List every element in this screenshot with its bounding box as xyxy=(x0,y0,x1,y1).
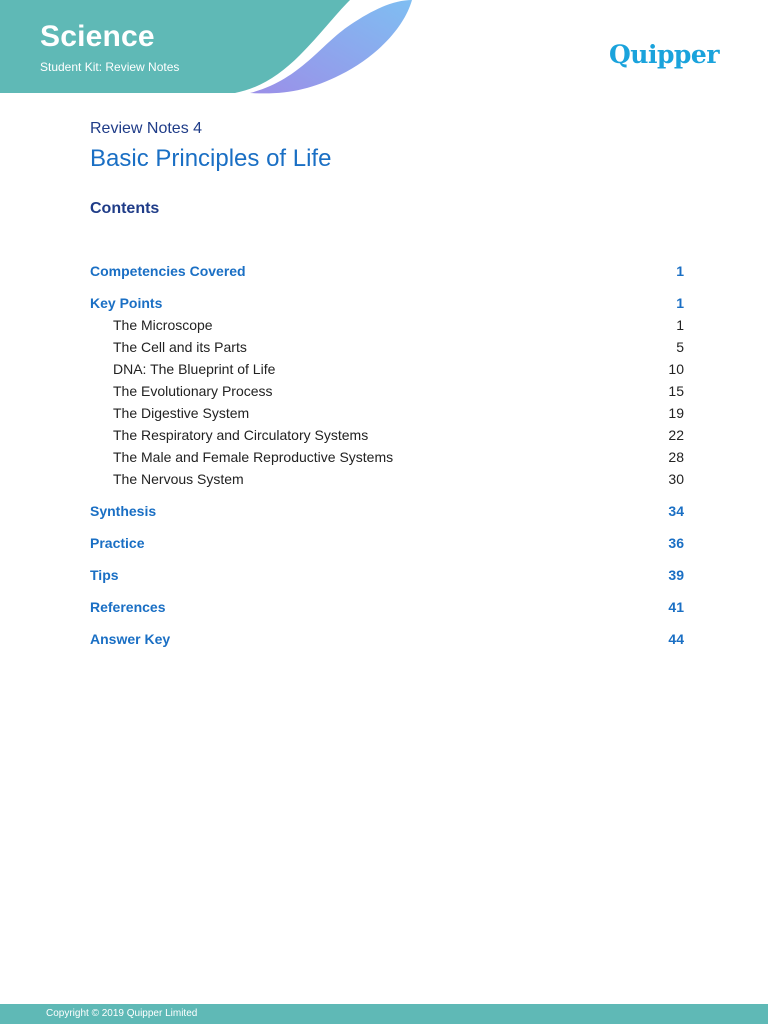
toc-entry-label: References xyxy=(90,599,166,615)
toc-entry-page: 1 xyxy=(676,295,684,311)
toc-subentry-page: 30 xyxy=(668,471,684,487)
toc-entry-page: 39 xyxy=(668,567,684,583)
toc-subentry-page: 19 xyxy=(668,405,684,421)
copyright-text: Copyright © 2019 Quipper Limited xyxy=(46,1008,198,1019)
toc-entry-practice[interactable] xyxy=(90,532,684,554)
toc-entry-tips[interactable] xyxy=(90,564,684,586)
toc-subentry-page: 5 xyxy=(676,339,684,355)
toc-subentry-page: 22 xyxy=(668,427,684,443)
toc-entry-label: Key Points xyxy=(90,295,163,311)
review-notes-label: Review Notes 4 xyxy=(90,120,203,137)
toc-subentry-label: The Evolutionary Process xyxy=(113,383,273,399)
toc-entry-page: 1 xyxy=(676,263,684,279)
toc-subentry-dna[interactable] xyxy=(90,358,684,380)
page-footer xyxy=(0,1004,768,1024)
toc-entry-competencies[interactable] xyxy=(90,260,684,282)
toc-subentry-label: The Microscope xyxy=(113,317,213,333)
toc-subentry-label: DNA: The Blueprint of Life xyxy=(113,361,276,377)
toc-subentry-respiratory[interactable] xyxy=(90,424,684,446)
toc-subentry-microscope[interactable] xyxy=(90,314,684,336)
toc-subentry-page: 15 xyxy=(668,383,684,399)
toc-entry-page: 36 xyxy=(668,535,684,551)
kit-subtitle: Student Kit: Review Notes xyxy=(40,60,180,74)
table-of-contents xyxy=(90,260,684,650)
toc-entry-references[interactable] xyxy=(90,596,684,618)
subject-title: Science xyxy=(40,20,155,53)
toc-subentry-page: 10 xyxy=(668,361,684,377)
toc-subentry-label: The Respiratory and Circulatory Systems xyxy=(113,427,369,443)
toc-subentry-cell[interactable] xyxy=(90,336,684,358)
toc-subentry-evolution[interactable] xyxy=(90,380,684,402)
toc-entry-key-points[interactable] xyxy=(90,292,684,314)
toc-entry-answer-key[interactable] xyxy=(90,628,684,650)
toc-subentry-nervous[interactable] xyxy=(90,468,684,490)
contents-heading: Contents xyxy=(90,200,160,217)
quipper-logo: Quipper xyxy=(609,40,719,69)
toc-subentry-label: The Male and Female Reproductive Systems xyxy=(113,449,394,465)
toc-entry-label: Synthesis xyxy=(90,503,157,519)
toc-entry-page: 44 xyxy=(668,631,684,647)
toc-entry-label: Tips xyxy=(90,567,119,583)
toc-entry-label: Answer Key xyxy=(90,631,171,647)
toc-entry-page: 41 xyxy=(668,599,684,615)
document-title: Basic Principles of Life xyxy=(90,145,332,172)
toc-subentry-label: The Cell and its Parts xyxy=(113,339,247,355)
toc-entry-label: Competencies Covered xyxy=(90,263,246,279)
toc-entry-label: Practice xyxy=(90,535,145,551)
toc-subentry-label: The Digestive System xyxy=(113,405,250,421)
toc-entry-synthesis[interactable] xyxy=(90,500,684,522)
toc-subentry-page: 1 xyxy=(676,317,684,333)
page-header xyxy=(0,0,768,100)
toc-subentry-reproductive[interactable] xyxy=(90,446,684,468)
toc-subentry-label: The Nervous System xyxy=(113,471,244,487)
toc-subentry-page: 28 xyxy=(668,449,684,465)
toc-subentry-digestive[interactable] xyxy=(90,402,684,424)
toc-entry-page: 34 xyxy=(668,503,684,519)
